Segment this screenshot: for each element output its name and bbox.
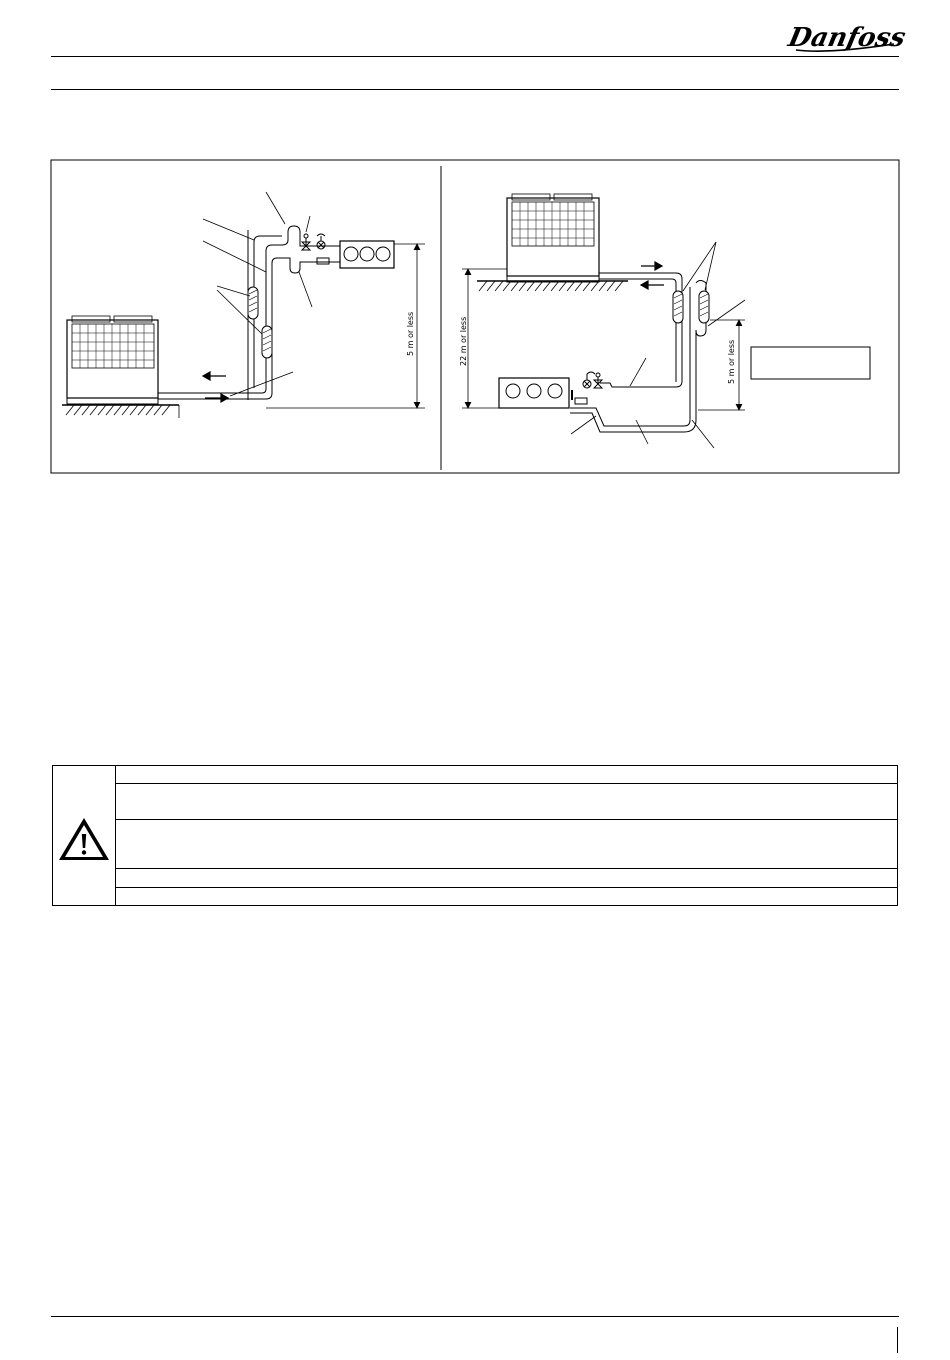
warning-row-5	[116, 888, 897, 905]
piping-right	[570, 273, 706, 432]
installation-diagram	[0, 0, 950, 480]
svg-text:Danfoss: Danfoss	[785, 22, 909, 53]
warning-row-2	[116, 784, 897, 820]
dimension-label-left: 5 m or less	[406, 311, 415, 356]
warning-triangle-icon	[57, 816, 111, 862]
warning-row-4	[116, 869, 897, 888]
right-diagram	[459, 194, 870, 448]
valves-right	[572, 372, 602, 404]
evaporator-right	[499, 378, 569, 408]
warning-row-3	[116, 820, 897, 869]
warning-row-1	[116, 766, 897, 784]
page-number-marker	[897, 1327, 898, 1353]
footer-rule	[51, 1316, 899, 1317]
left-diagram	[62, 192, 425, 418]
filters-right	[673, 291, 709, 323]
evaporator-left	[340, 241, 394, 268]
dimension-right-tall	[462, 269, 507, 408]
legend-box	[751, 347, 870, 379]
ground-hatch-left	[66, 405, 179, 418]
diagram-frame	[51, 160, 899, 473]
dimension-label-right-tall: 22 m or less	[459, 316, 468, 366]
warning-icon-cell	[53, 766, 116, 905]
filters-left	[248, 287, 272, 358]
flow-arrows-left	[203, 372, 228, 402]
condensing-unit-left	[67, 316, 158, 404]
dimension-label-right-short: 5 m or less	[727, 339, 736, 384]
flow-arrows-right	[641, 262, 664, 289]
condensing-unit-right	[507, 194, 599, 282]
valves-left	[302, 234, 329, 264]
warning-table	[52, 765, 898, 906]
